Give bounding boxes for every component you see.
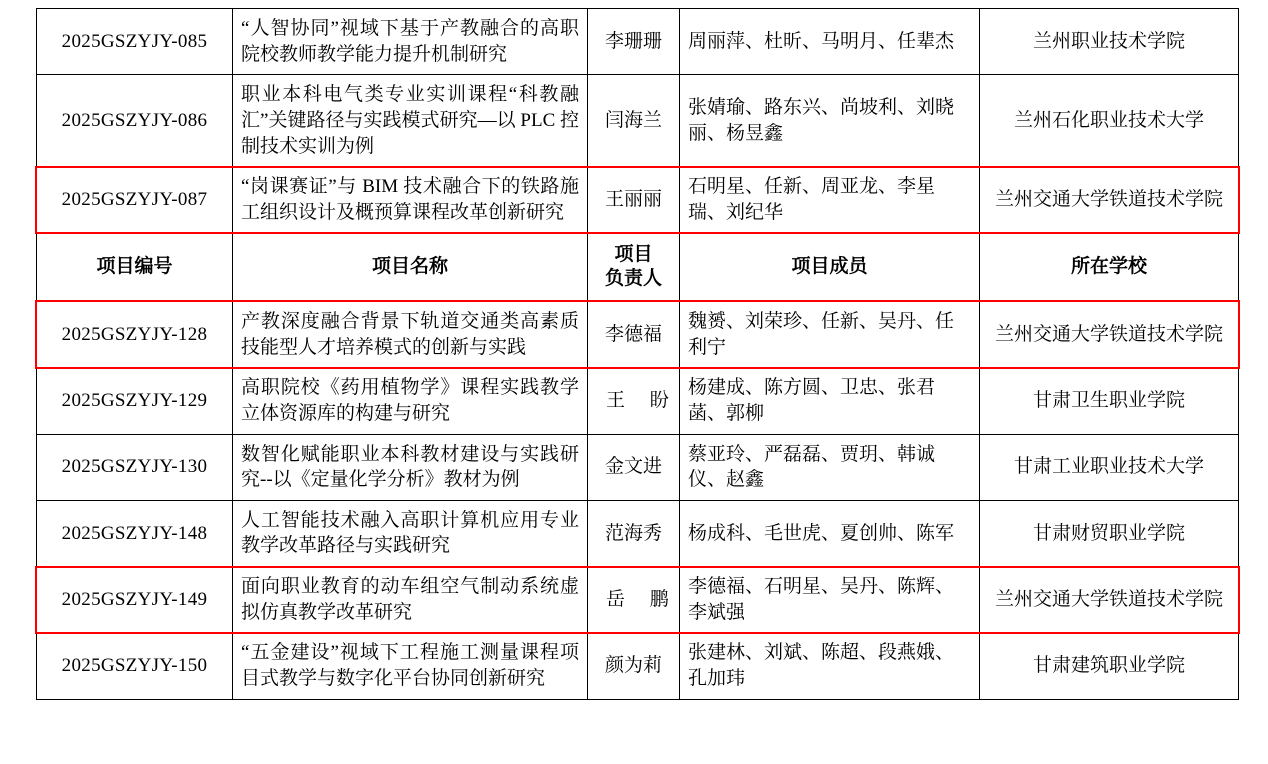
cell-project-leader: 王 盼: [588, 368, 680, 434]
cell-project-school: 兰州交通大学铁道技术学院: [980, 167, 1239, 233]
cell-project-members: 张婧瑜、路东兴、尚坡利、刘晓丽、杨昱鑫: [680, 75, 980, 167]
cell-project-code: 2025GSZYJY-150: [37, 633, 233, 699]
cell-project-name: 人工智能技术融入高职计算机应用专业教学改革路径与实践研究: [233, 500, 588, 566]
cell-project-leader: 李德福: [588, 301, 680, 367]
cell-project-code: 2025GSZYJY-086: [37, 75, 233, 167]
cell-project-code: 2025GSZYJY-148: [37, 500, 233, 566]
column-header-leader-line1: 项目: [614, 244, 653, 266]
cell-project-name: “五金建设”视域下工程施工测量课程项目式教学与数字化平台协同创新研究: [233, 633, 588, 699]
cell-project-name: 职业本科电气类专业实训课程“科教融汇”关键路径与实践模式研究—以 PLC 控制技术实训为例: [233, 75, 588, 167]
cell-project-name: 高职院校《药用植物学》课程实践教学立体资源库的构建与研究: [233, 368, 588, 434]
cell-project-leader: 闫海兰: [588, 75, 680, 167]
cell-project-school: 兰州石化职业技术大学: [980, 75, 1239, 167]
cell-project-leader: 李珊珊: [588, 9, 680, 75]
cell-project-members: 杨建成、陈方圆、卫忠、张君菡、郭柳: [680, 368, 980, 434]
cell-project-name: “岗课赛证”与 BIM 技术融合下的铁路施工组织设计及概预算课程改革创新研究: [233, 167, 588, 233]
table-row: [37, 167, 1239, 233]
cell-project-leader: 王丽丽: [588, 167, 680, 233]
table-row: [37, 368, 1239, 434]
cell-project-members: 张建林、刘斌、陈超、段燕娥、孔加玮: [680, 633, 980, 699]
table-row: [37, 434, 1239, 500]
column-header-code: 项目编号: [37, 233, 233, 302]
table-row: [37, 567, 1239, 633]
cell-project-members: 蔡亚玲、严磊磊、贾玥、韩诚仪、赵鑫: [680, 434, 980, 500]
cell-project-school: 兰州职业技术学院: [980, 9, 1239, 75]
column-header-members: 项目成员: [680, 233, 980, 302]
cell-project-name: 产教深度融合背景下轨道交通类高素质技能型人才培养模式的创新与实践: [233, 301, 588, 367]
cell-project-school: 兰州交通大学铁道技术学院: [980, 301, 1239, 367]
column-header-name: 项目名称: [233, 233, 588, 302]
cell-project-school: 甘肃建筑职业学院: [980, 633, 1239, 699]
cell-project-members: 周丽萍、杜昕、马明月、任辈杰: [680, 9, 980, 75]
cell-project-school: 甘肃财贸职业学院: [980, 500, 1239, 566]
cell-project-name: 面向职业教育的动车组空气制动系统虚拟仿真教学改革研究: [233, 567, 588, 633]
table-row: [37, 633, 1239, 699]
cell-project-code: 2025GSZYJY-128: [37, 301, 233, 367]
cell-project-leader: 颜为莉: [588, 633, 680, 699]
table-row: [37, 500, 1239, 566]
cell-project-name: “人智协同”视域下基于产教融合的高职院校教师教学能力提升机制研究: [233, 9, 588, 75]
table-header-row: [37, 233, 1239, 302]
column-header-leader-line2: 负责人: [604, 268, 662, 290]
cell-project-code: 2025GSZYJY-129: [37, 368, 233, 434]
cell-project-school: 甘肃卫生职业学院: [980, 368, 1239, 434]
project-table: [36, 8, 1239, 700]
table-row: [37, 9, 1239, 75]
cell-project-members: 杨成科、毛世虎、夏创帅、陈军: [680, 500, 980, 566]
cell-project-school: 甘肃工业职业技术大学: [980, 434, 1239, 500]
cell-project-members: 魏赟、刘荣珍、任新、吴丹、任利宁: [680, 301, 980, 367]
cell-project-code: 2025GSZYJY-149: [37, 567, 233, 633]
cell-project-code: 2025GSZYJY-087: [37, 167, 233, 233]
cell-project-school: 兰州交通大学铁道技术学院: [980, 567, 1239, 633]
cell-project-code: 2025GSZYJY-085: [37, 9, 233, 75]
cell-project-leader: 金文进: [588, 434, 680, 500]
column-header-leader: [588, 233, 680, 302]
cell-project-members: 李德福、石明星、吴丹、陈辉、李斌强: [680, 567, 980, 633]
cell-project-leader: 岳 鹏: [588, 567, 680, 633]
column-header-school: 所在学校: [980, 233, 1239, 302]
cell-project-leader: 范海秀: [588, 500, 680, 566]
cell-project-name: 数智化赋能职业本科教材建设与实践研究--以《定量化学分析》教材为例: [233, 434, 588, 500]
table-row: [37, 75, 1239, 167]
table-row: [37, 301, 1239, 367]
cell-project-members: 石明星、任新、周亚龙、李星瑞、刘纪华: [680, 167, 980, 233]
cell-project-code: 2025GSZYJY-130: [37, 434, 233, 500]
